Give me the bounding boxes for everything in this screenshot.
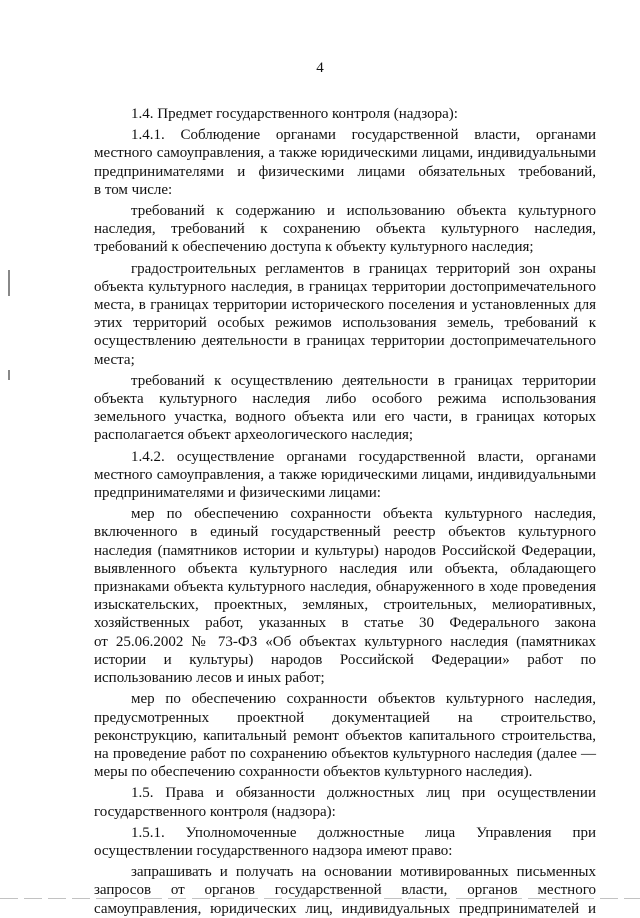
- paragraph-p-1-4: [0, 105, 640, 123]
- text-line: меры по обеспечению сохранности объектов культурного наследия).: [94, 764, 533, 781]
- text-line: объекта культурного наследия, в границах территории достопримечательного: [94, 278, 596, 295]
- text-line: использованию лесов и иных работ;: [94, 670, 325, 687]
- text-line: места, в границах территории исторического поселения и установленных для: [94, 297, 596, 314]
- text-line: истории и культуры) народов Российской Федерации» работ по: [94, 651, 596, 668]
- text-line: 1.4. Предмет государственного контроля (надзора):: [131, 106, 458, 122]
- text-line: признаками объекта культурного наследия, обнаруженного в ходе проведения: [94, 579, 596, 596]
- text-line: места;: [94, 351, 135, 368]
- paragraph-p-1-4-1: [0, 126, 640, 199]
- text-line: предпринимателями и физическими лицами обязательных требований,: [94, 163, 596, 180]
- text-line: осуществлению деятельности в границах территории достопримечательного: [94, 333, 596, 350]
- text-line: мер по обеспечению сохранности объекта культурного наследия,: [131, 506, 596, 523]
- text-line: предпринимателями и физическими лицами:: [94, 485, 381, 502]
- text-line: в том числе:: [94, 181, 173, 198]
- text-line: на проведение работ по сохранению объектов культурного наследия (далее —: [94, 745, 596, 762]
- page-number: 4: [316, 60, 324, 76]
- text-line: запрашивать и получать на основании мотивированных письменных: [131, 864, 596, 881]
- paragraph-p-urban-reg: [0, 260, 640, 369]
- text-line: располагается объект археологического наследия;: [94, 427, 414, 444]
- text-line: выявленного объекта культурного наследия или объекта, обладающего: [94, 560, 596, 577]
- paragraph-p-req-content: [0, 202, 640, 257]
- text-line: местного самоуправления, а также юридическими лицами, индивидуальными: [94, 466, 596, 483]
- text-line: хозяйственных работ, указанных в статье 30 Федерального закона: [94, 615, 596, 632]
- text-line: самоуправления, юридических лиц, индивидуальных предпринимателей и: [94, 900, 596, 917]
- text-line: требований к содержанию и использованию объекта культурного: [131, 203, 596, 220]
- text-line: градостроительных регламентов в границах территорий зон охраны: [131, 260, 596, 277]
- paragraph-p-measures-1: [0, 505, 640, 687]
- text-line: этих территорий особых режимов использования земель, требований к: [94, 315, 596, 332]
- text-line: 1.5. Права и обязанности должностных лиц при осуществлении: [131, 785, 596, 802]
- paragraph-p-request: [0, 863, 640, 918]
- paragraph-p-measures-2: [0, 690, 640, 781]
- text-line: наследия, требований к сохранению объекта культурного наследия,: [94, 221, 596, 238]
- text-line: требований к осуществлению деятельности в границах территории: [131, 372, 596, 389]
- text-line: государственного контроля (надзора):: [94, 803, 336, 820]
- paragraph-p-1-5-1: [0, 824, 640, 860]
- text-line: наследия (памятников истории и культуры) народов Российской Федерации,: [94, 542, 596, 559]
- text-line: от 25.06.2002 № 73-ФЗ «Об объектах культурного наследия (памятниках: [94, 633, 596, 650]
- text-line: мер по обеспечению сохранности объектов культурного наследия,: [131, 691, 596, 708]
- text-line: требований к обеспечению доступа к объекту культурного наследия;: [94, 239, 534, 256]
- text-line: реконструкцию, капитальный ремонт объектов капитального строительства,: [94, 727, 596, 744]
- text-line: 1.5.1. Уполномоченные должностные лица Управления при: [131, 824, 596, 841]
- text-line: объекта культурного наследия либо особого режима использования: [94, 391, 596, 408]
- paragraph-p-1-4-2: [0, 448, 640, 503]
- document-body: [0, 105, 640, 918]
- text-line: местного самоуправления, а также юридическими лицами, индивидуальными: [94, 145, 596, 162]
- text-line: изыскательских, проектных, земляных, строительных, мелиоративных,: [94, 597, 596, 614]
- text-line: земельного участка, водного объекта или его части, в границах которых: [94, 409, 596, 426]
- paragraph-p-req-activity: [0, 372, 640, 445]
- text-line: включенного в единый государственный реестр объектов культурного: [94, 524, 596, 541]
- text-line: запросов от органов государственной власти, органов местного: [94, 882, 596, 899]
- text-line: 1.4.1. Соблюдение органами государственной власти, органами: [131, 127, 596, 144]
- text-line: предусмотренных проектной документацией на строительство,: [94, 709, 596, 726]
- paragraph-p-1-5: [0, 784, 640, 820]
- page-bottom-edge: [0, 898, 640, 899]
- text-line: осуществлении государственного надзора имеют право:: [94, 842, 453, 859]
- text-line: 1.4.2. осуществление органами государственной власти, органами: [131, 448, 596, 465]
